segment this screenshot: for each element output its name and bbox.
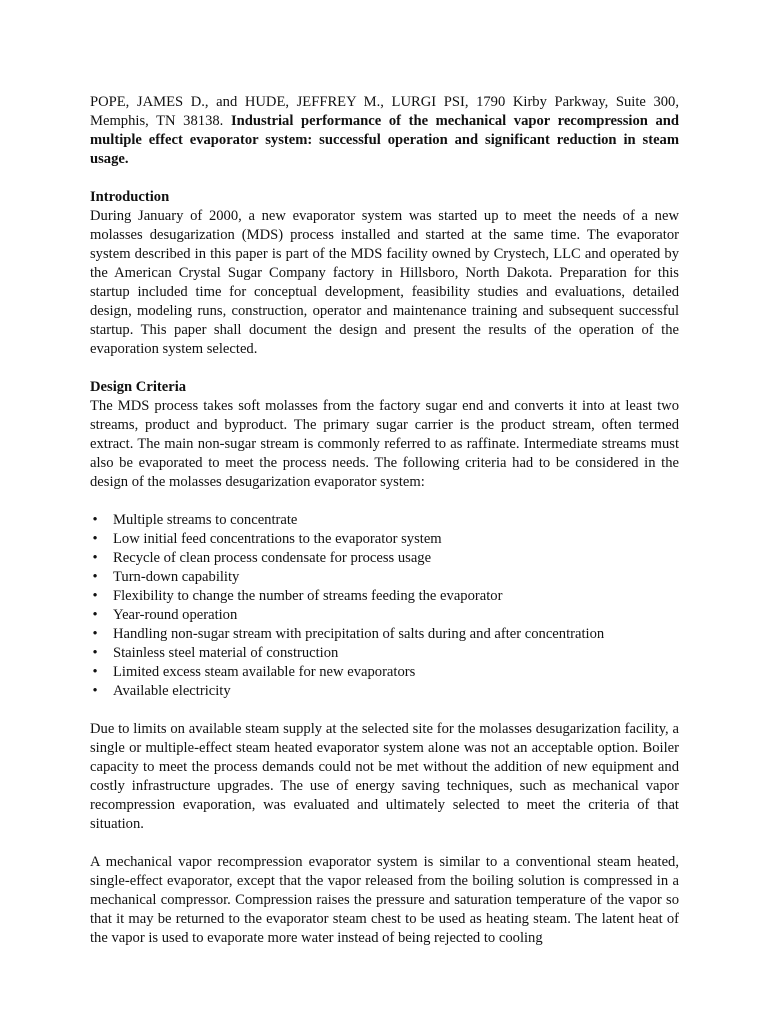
list-item-text: Handling non-sugar stream with precipitation of salts during and after concentration xyxy=(113,626,605,642)
spacer xyxy=(90,834,679,853)
spacer xyxy=(90,492,679,511)
document-page xyxy=(90,93,679,948)
introduction-paragraph: During January of 2000, a new evaporator system was started up to meet the needs of a new molasses desugarization (MDS) process installed and started at the same time. The evaporator system described in this paper is part of the MDS facility owned by Crystech, LLC and operated by the American Crystal Sugar Company factory in Hillsboro, North Dakota. Preparation for this startup included time for conceptual development, feasibility studies and evaluations, detailed design, modeling runs, construction, operator and maintenance training and subsequent successful startup. This paper shall document the design and present the results of the operation of the evaporation system selected. xyxy=(90,208,679,357)
citation-authors: POPE, JAMES D., and HUDE, JEFFREY M., LURGI PSI, 1790 Kirby Parkway, Suite 300, Memphis, TN 38138. xyxy=(90,94,679,129)
list-item-text: Multiple streams to concentrate xyxy=(113,512,298,528)
list-item-text: Turn-down capability xyxy=(113,569,240,585)
list-item xyxy=(90,606,679,625)
bullet-icon: • xyxy=(92,664,98,680)
list-item-text: Limited excess steam available for new evaporators xyxy=(113,664,416,680)
list-item xyxy=(90,625,679,644)
spacer xyxy=(90,701,679,720)
paper-title: Industrial performance of the mechanical vapor recompression and multiple effect evaporator system: successful operation and significant reduction in steam usage. xyxy=(90,113,679,167)
list-item xyxy=(90,587,679,606)
bullet-icon: • xyxy=(92,531,98,547)
list-item xyxy=(90,549,679,568)
spacer xyxy=(90,169,679,188)
design-criteria-paragraph: The MDS process takes soft molasses from the factory sugar end and converts it into at least two streams, product and byproduct. The primary sugar carrier is the product stream, often termed extract. The main non-sugar stream is commonly referred to as raffinate. Intermediate streams must also be evaporated to meet the process needs. The following criteria had to be considered in the design of the molasses desugarization evaporator system: xyxy=(90,398,679,490)
bullet-icon: • xyxy=(92,683,98,699)
bullet-icon: • xyxy=(92,645,98,661)
criteria-list xyxy=(90,511,679,701)
spacer xyxy=(90,359,679,378)
list-item-text: Flexibility to change the number of streams feeding the evaporator xyxy=(113,588,503,604)
design-criteria-heading: Design Criteria xyxy=(90,379,187,395)
list-item xyxy=(90,530,679,549)
introduction-heading: Introduction xyxy=(90,189,170,205)
list-item xyxy=(90,568,679,587)
bullet-icon: • xyxy=(92,512,98,528)
bullet-icon: • xyxy=(92,626,98,642)
bullet-icon: • xyxy=(92,607,98,623)
mvr-paragraph: A mechanical vapor recompression evaporator system is similar to a conventional steam heated, single-effect evaporator, except that the vapor released from the boiling solution is compressed in a mechanical compressor. Compression raises the pressure and saturation temperature of the vapor so that it may be returned to the evaporator steam chest to be used as heating steam. The latent heat of the vapor is used to evaporate more water instead of being rejected to cooling xyxy=(90,854,679,946)
citation-paragraph xyxy=(90,93,679,169)
list-item-text: Available electricity xyxy=(113,683,231,699)
list-item-text: Low initial feed concentrations to the evaporator system xyxy=(113,531,442,547)
steam-supply-paragraph: Due to limits on available steam supply at the selected site for the molasses desugarization facility, a single or multiple-effect steam heated evaporator system alone was not an acceptable option. Boiler capacity to meet the process demands could not be met without the addition of new equipment and costly infrastructure upgrades. The use of energy saving techniques, such as mechanical vapor recompression evaporation, was evaluated and ultimately selected to meet the criteria of that situation. xyxy=(90,721,679,832)
bullet-icon: • xyxy=(92,550,98,566)
list-item xyxy=(90,511,679,530)
list-item-text: Year-round operation xyxy=(113,607,238,623)
list-item-text: Stainless steel material of construction xyxy=(113,645,339,661)
list-item xyxy=(90,644,679,663)
list-item xyxy=(90,663,679,682)
list-item xyxy=(90,682,679,701)
bullet-icon: • xyxy=(92,588,98,604)
list-item-text: Recycle of clean process condensate for process usage xyxy=(113,550,432,566)
bullet-icon: • xyxy=(92,569,98,585)
